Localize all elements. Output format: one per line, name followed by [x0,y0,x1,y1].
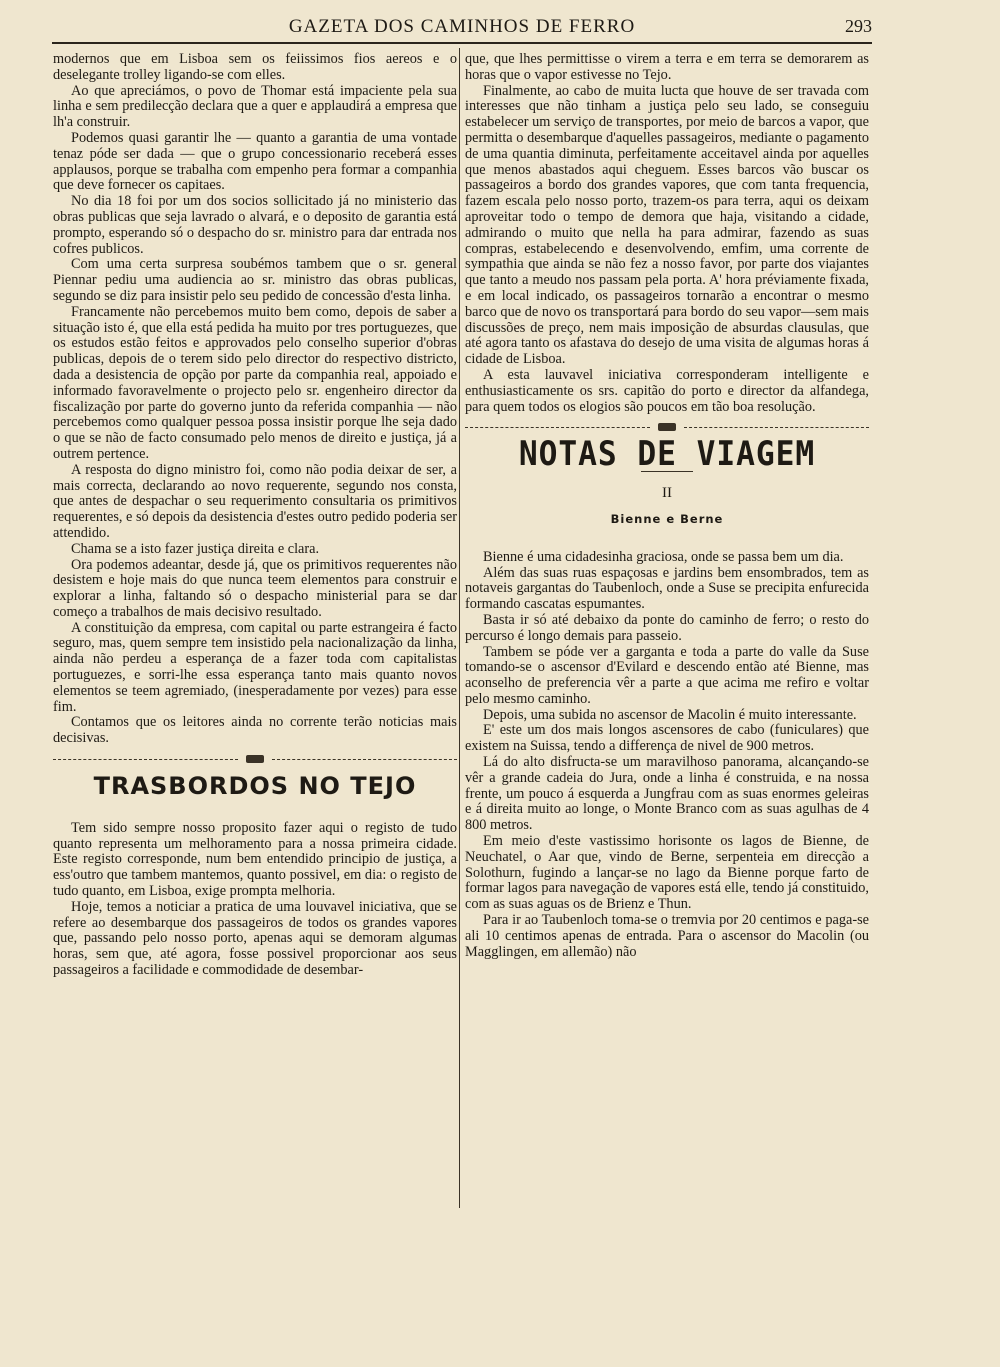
paragraph: Lá do alto disfructa-se um maravilhoso panorama, alcançando-se vêr a grande cadeia do Jura, onde a linha é construida, e na nossa frente, um pouco á esquerda a Jungfrau com as suas enormes geleiras e á direita muito ao longe, o Monte Branco com as suas agulhas de 4 800 metros. [465,754,869,834]
column-divider [459,48,460,1208]
section-title: NOTAS DE VIAGEM [518,434,816,475]
paragraph: Tambem se póde ver a garganta e toda a parte do valle da Suse tomando-se o ascensor d'Evilard e descendo então até Bienne, mas aconselho de preferencia vêr a parte a que acima me refiro e voltar pelo mesmo caminho. [465,643,869,707]
paragraph: Além das suas ruas espaçosas e jardins bem ensombrados, tem as notaveis gargantas do Taubenloch, onde a Suse se precipita enfurecida formando cascatas espumantes. [465,564,869,613]
left-column [53,52,457,979]
paragraph: Em meio d'este vastissimo horisonte os lagos de Bienne, de Neuchatel, o Aar que, vindo de Berne, serpenteia em direcção a Solothurn, fugindo a lançar-se no lago da Bienne porque farto de formar lagos para navegação de vapores está elle, tendo já constituido, com as suas aguas os de Brienz e Thun. [465,833,869,913]
paragraph: Ao que apreciámos, o povo de Thomar está impaciente pela sua linha e sem predilecção declara que a quer e applaudirá a empresa que lh'a construir. [53,82,457,131]
section-title: TRASBORDOS NO TEJO [93,772,417,801]
paragraph: Contamos que os leitores ainda no corrente terão noticias mais decisivas. [53,714,457,747]
article-subtitle: Bienne e Berne [610,511,724,526]
right-column [465,52,869,960]
paragraph: A constituição da empresa, com capital ou parte estrangeira é facto seguro, mas, quem sempre tem insistido pela nacionalização da linha, ainda não perdeu a esperança de a fazer toda com capitalistas portuguezes, e sorri-lhe essa esperança tanto mais quanto novos elementos se teem agremiado, (inesperadamente por vezes) para esse fim. [53,619,457,715]
section-separator [465,419,869,435]
paragraph: Depois, uma subida no ascensor de Macolin é muito interessante. [483,706,857,723]
part-number: II [662,485,672,502]
page-header [52,14,872,44]
paragraph: que, que lhes permittisse o virem a terra e em terra se demorarem as horas que o vapor estivesse no Tejo. [465,51,869,83]
paragraph: A resposta do digno ministro foi, como não podia deixar de ser, a mais correcta, declarando ao novo requerente, segundo nos consta, que antes de despachar o seu requerimento consultaria os primitivos requerentes, e só depois da desistencia d'estes outro pedido poderia ser attendido. [53,461,457,541]
paragraph: Para ir ao Taubenloch toma-se o tremvia por 20 centimos e paga-se ali 10 centimos apenas de entrada. Para o ascensor do Macolin (ou Magglingen, em allemão) não [465,912,869,960]
publication-title: GAZETA DOS CAMINHOS DE FERRO [288,16,636,37]
paragraph: Com uma certa surpresa soubémos tambem que o sr. general Piennar pediu uma audiencia ao sr. ministro das obras publicas, segundo se diz para insistir pelo seu pedido de concessão d'esta linha. [53,256,457,304]
paragraph: Finalmente, ao cabo de muita lucta que houve de ser travada com interesses que não tinham a justiça pelo seu lado, se conseguiu estabelecer um serviço de transportes, por meio de barcos a vapor, que permitta o desembarque d'aquelles passageiros, mediante o pagamento de uma quantia diminuta, perfeitamente acceitavel ainda por aquelles que menos abastados aqui cheguem. Esses barcos vão buscar os passageiros a bordo dos grandes vapores, que com tanta frequencia, fazem escala pelo nosso porto, trazem-os para terra, aqui os deixam aproveitar todo o tempo de demora que haja, visitando a cidade, admirando o muito que nella ha para admirar, fazendo as suas compras, estabelecendo e desenvolvendo, emfim, uma corrente de sympathia que ainda se não fez a nosso favor, por parte dos viajantes que tanto a meudo nos passam pela porta. A' hora préviamente fixada, e em local indicado, os passageiros tornarão a encontrar o mesmo barco que de novo os transportará para bordo do seu vapor—sem mais discussões de preço, nem mais imposição de absurdas clausulas, que até agora tanto os afastava do desejo de uma visita de algumas horas á cidade de Lisboa. [465,82,869,368]
paragraph: Francamente não percebemos muito bem como, depois de saber a situação isto é, que ella está pedida ha muito por tres portuguezes, que os estudos estão feitos e approvados pelo conselho superior d'obras publicas, depois de o terem sido pelo director do respectivo districto, dada a desistencia de opção por parte da companhia real, appoiado e informado favoravelmente o projecto pelo sr. engenheiro director da fiscalização por parte do governo junto da referida companhia — não percebemos como qualquer pessoa possa insistir porque lhe seja dado o que se não de facto consumado pelo menos de direito e justiça, já a outrem pertence. [53,303,457,462]
ornament-icon [246,755,264,763]
paragraph: modernos que em Lisboa sem os feiissimos fios aereos e o deselegante trolley ligando-se com elles. [53,51,457,83]
paragraph: Tem sido sempre nosso proposito fazer aqui o registo de tudo quanto representa um melhoramento para a nossa primeira cidade. Este registo corresponde, num bem entendido principio de justiça, a ess'outro que tambem mantemos, quanto possivel, em dia: o registo de tudo quanto, em Lisboa, exige prompta melhoria. [53,819,457,900]
paragraph: A esta lauvavel iniciativa corresponderam intelligente e enthusiasticamente os srs. capitão do porto e director da alfandega, para quem todos os elogios são poucos em tão boa resolução. [465,366,869,415]
paragraph: E' este um dos mais longos ascensores de cabo (funiculares) que existem na Suissa, tendo a differença de nivel de 900 metros. [465,722,869,755]
paragraph: No dia 18 foi por um dos socios sollicitado já no ministerio das obras publicas que seja lavrado o alvará, e o deposito de garantia está prompto, esperando só o despacho do sr. ministro para dar entrada nos cofres publicos. [53,193,457,257]
ornament-icon [658,423,676,431]
paragraph: Bienne é uma cidadesinha graciosa, onde se passa bem um dia. [483,548,844,565]
paragraph: Basta ir só até debaixo da ponte do caminho de ferro; o resto do percurso é longo demais para passeio. [465,611,869,644]
section-separator [53,751,457,767]
page-number: 293 [845,16,872,36]
paragraph: Ora podemos adeantar, desde já, que os primitivos requerentes não desistem e hoje mais do que nunca teem elementos para construir e explorar a linha, faltando só o despacho ministerial para se dar começo a trabalhos de mais decisivo resultado. [53,556,457,620]
paragraph: Hoje, temos a noticiar a pratica de uma louvavel iniciativa, que se refere ao desembarque dos passageiros de todos os grandes vapores que, passando pelo nosso porto, apenas aqui se demoram algumas horas, sem que, até agora, fosse possivel proporcionar aos seus passageiros a facilidade e commodidade de desembar- [53,898,457,979]
paragraph: Podemos quasi garantir lhe — quanto a garantia de uma vontade tenaz póde ser dada — que o grupo concessionario receberá esses applausos, porque se trabalha com empenho pera formar a companhia que deve fornecer os capitaes. [53,129,457,194]
paragraph: Chama se a isto fazer justiça direita e clara. [71,540,320,557]
